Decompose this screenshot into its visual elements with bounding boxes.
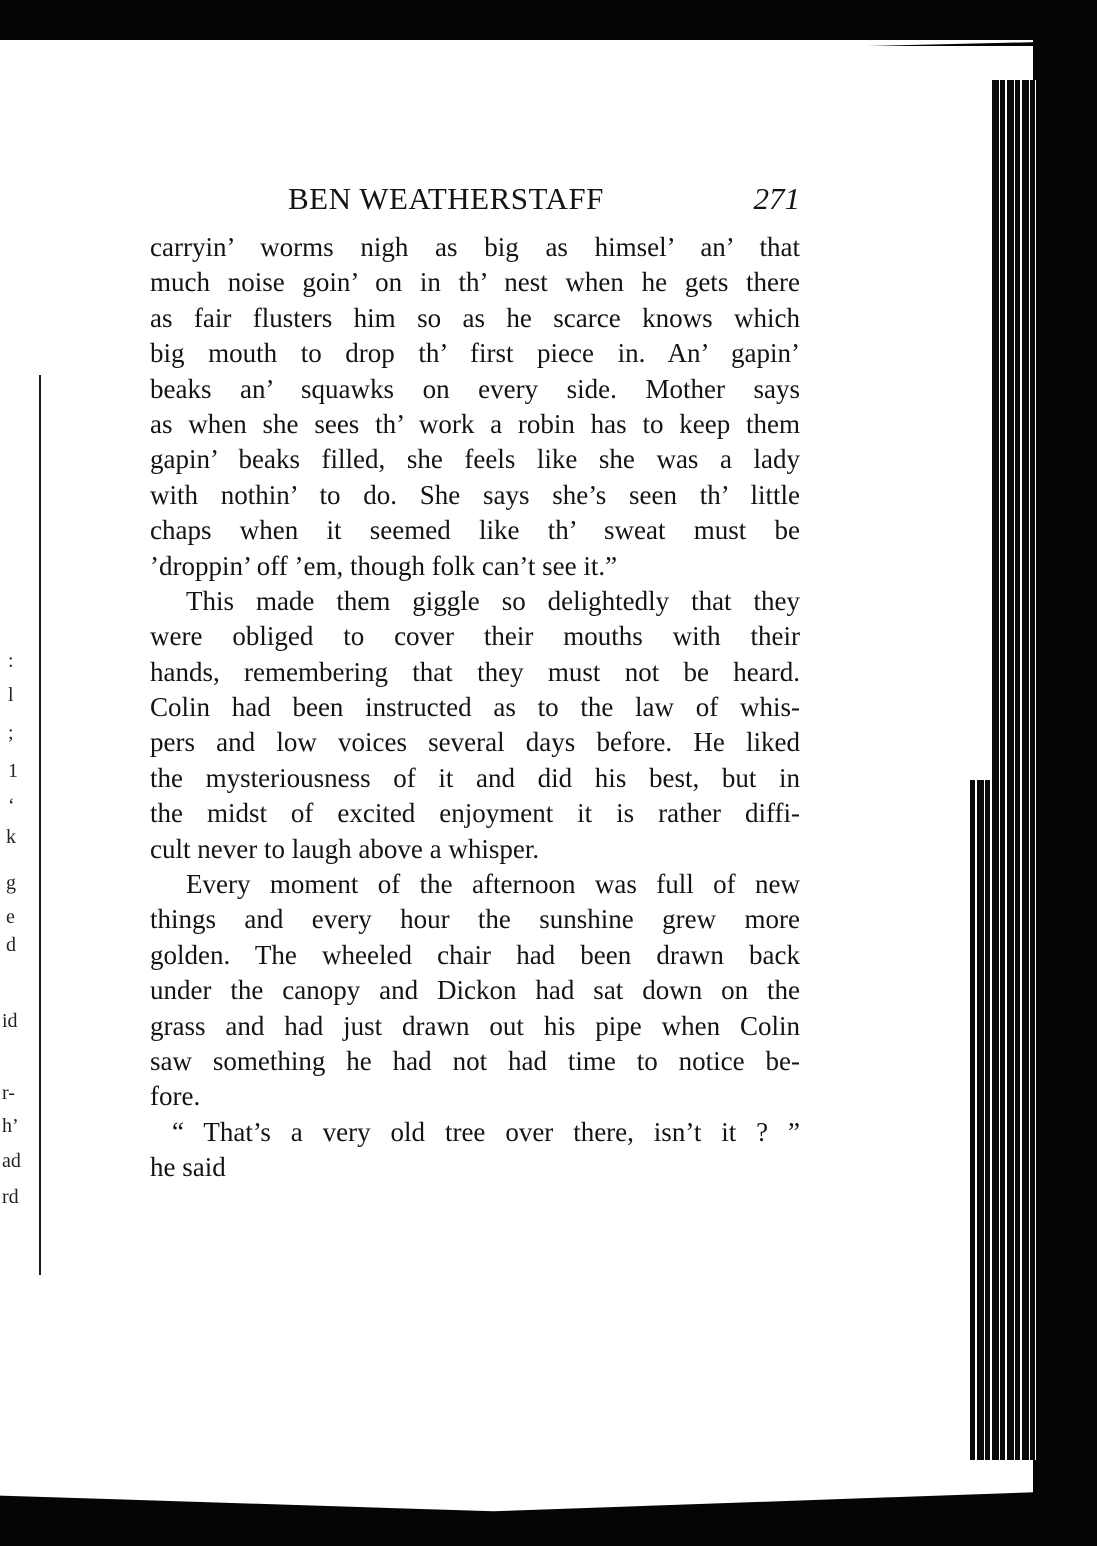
text-line: as fair flusters him so as he scarce knows which <box>150 302 800 333</box>
facing-page-fragment: e <box>6 906 15 928</box>
text-line: grass and had just drawn out his pipe when Colin <box>150 1010 800 1041</box>
scan-border-right <box>1033 0 1097 1546</box>
text-line: saw something he had not had time to notice be- <box>150 1045 800 1076</box>
facing-page-fragment: d <box>6 934 16 956</box>
text-line: Colin had been instructed as to the law of whis- <box>150 692 800 723</box>
text-line: with nothin’ to do. She says she’s seen th’ little <box>150 479 800 510</box>
body-text <box>150 230 800 1186</box>
text-line: the midst of excited enjoyment it is rather diffi- <box>150 798 800 829</box>
running-head <box>150 177 800 221</box>
text-line: under the canopy and Dickon had sat down on the <box>150 975 800 1006</box>
text-line: the mysteriousness of it and did his best, but in <box>150 762 800 793</box>
text-line: fore. <box>150 1081 201 1112</box>
text-line: big mouth to drop th’ first piece in. An’ gapin’ <box>150 338 800 369</box>
facing-page-fragment: k <box>6 826 16 848</box>
facing-page-fragment: id <box>2 1010 18 1032</box>
text-line: gapin’ beaks filled, she feels like she was a lady <box>150 444 800 475</box>
running-title: BEN WEATHERSTAFF <box>288 181 604 216</box>
facing-page-fragment: 1 <box>8 760 18 782</box>
scan-border-bottom <box>0 1490 1097 1546</box>
text-line: were obliged to cover their mouths with their <box>150 621 800 652</box>
text-line: pers and low voices several days before. He liked <box>150 727 800 758</box>
facing-page-fragment: rd <box>2 1186 19 1208</box>
facing-page-edge <box>39 375 41 1275</box>
text-line: cult never to laugh above a whisper. <box>150 833 540 864</box>
facing-page-fragment: h’ <box>2 1115 19 1137</box>
page-number: 271 <box>753 181 800 216</box>
text-line: much noise goin’ on in th’ nest when he gets there <box>150 267 800 298</box>
facing-page-fragment: ; <box>8 722 14 744</box>
facing-page-fragment: : <box>8 650 14 672</box>
page-margin-right <box>970 80 990 780</box>
text-line: beaks an’ squawks on every side. Mother says <box>150 373 800 404</box>
facing-page-fragment: ad <box>2 1150 21 1172</box>
facing-page-fragment: r- <box>2 1082 15 1104</box>
facing-page-fragment: g <box>6 872 16 894</box>
scan-border-top <box>0 0 1097 46</box>
facing-page-fragment: l <box>8 684 14 706</box>
page-edge-top <box>0 40 1060 66</box>
text-line: he said <box>150 1152 226 1183</box>
text-line: ’droppin’ off ’em, though folk can’t see it.” <box>150 550 618 581</box>
text-line: Every moment of the afternoon was full of new <box>186 869 800 900</box>
text-line: hands, remembering that they must not be heard. <box>150 656 800 687</box>
text-line: This made them giggle so delightedly that they <box>186 585 800 616</box>
text-line: chaps when it seemed like th’ sweat must be <box>150 515 800 546</box>
facing-page-fragment: ‘ <box>8 795 15 817</box>
text-line: things and every hour the sunshine grew more <box>150 904 800 935</box>
text-line: as when she sees th’ work a robin has to keep them <box>150 408 800 439</box>
text-line: carryin’ worms nigh as big as himsel’ an’ that <box>150 232 800 262</box>
text-line: golden. The wheeled chair had been drawn back <box>150 939 800 970</box>
text-line: “ That’s a very old tree over there, isn’t it ? ” <box>172 1116 800 1147</box>
